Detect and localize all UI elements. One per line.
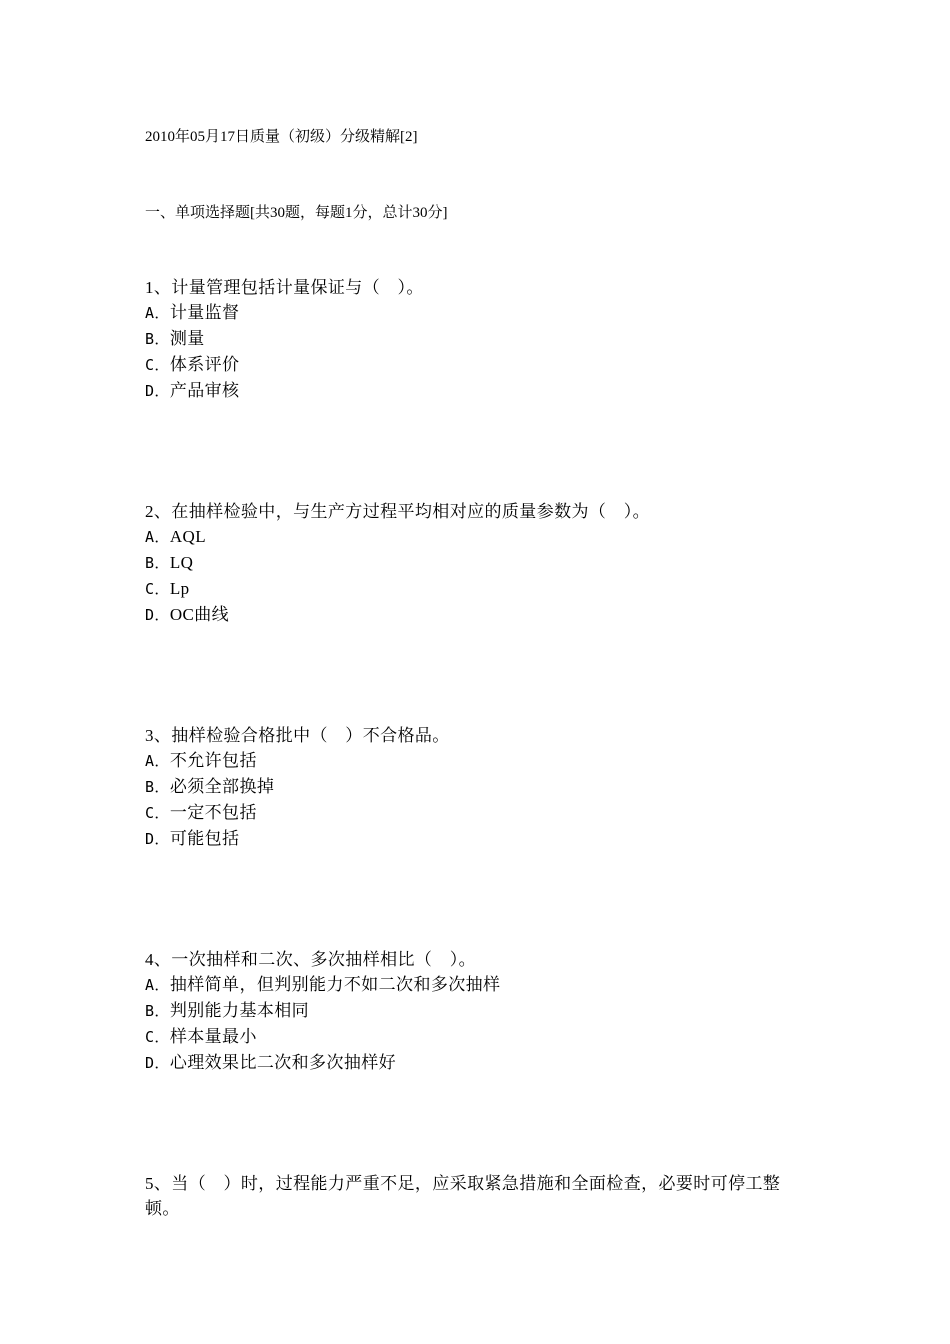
option-c [145,1024,815,1050]
option-text: 一定不包括 [169,803,257,822]
option-letter: C． [145,580,170,598]
option-text: 测量 [169,329,205,348]
option-letter: C． [145,804,170,822]
option-letter: B． [145,1002,170,1020]
option-text: 体系评价 [169,355,240,374]
option-d [145,826,815,852]
option-a [145,972,815,998]
option-text: 样本量最小 [169,1027,257,1046]
option-letter: A． [145,528,170,546]
option-d [145,602,815,628]
option-text: LQ [169,553,194,572]
question-1 [145,275,815,404]
option-letter: B． [145,330,170,348]
document-title: 2010年05月17日质量（初级）分级精解[2] [145,129,418,145]
option-letter: D． [145,830,170,848]
option-letter: A． [145,976,170,994]
option-letter: A． [145,752,170,770]
question-3 [145,723,815,852]
option-b [145,550,815,576]
question-4 [145,947,815,1076]
option-text: OC曲线 [169,605,230,624]
option-text: 不允许包括 [169,751,257,770]
option-text: 必须全部换掉 [169,777,275,796]
option-letter: B． [145,554,170,572]
option-letter: D． [145,1054,170,1072]
option-c [145,576,815,602]
option-text: 产品审核 [169,381,240,400]
option-letter: A． [145,304,170,322]
option-text: AQL [169,527,206,546]
question-stem: 3、抽样检验合格批中（ ）不合格品。 [145,726,450,745]
option-b [145,326,815,352]
option-text: Lp [169,579,190,598]
option-text: 心理效果比二次和多次抽样好 [169,1053,397,1072]
option-d [145,1050,815,1076]
option-text: 判别能力基本相同 [169,1001,310,1020]
option-a [145,524,815,550]
question-stem: 1、计量管理包括计量保证与（ ）。 [145,278,424,297]
option-a [145,300,815,326]
question-2 [145,499,815,628]
option-list [145,748,815,852]
option-b [145,998,815,1024]
question-stem: 2、在抽样检验中，与生产方过程平均相对应的质量参数为（ ）。 [145,502,650,521]
section-heading: 一、单项选择题[共30题，每题1分，总计30分] [145,205,448,221]
option-letter: D． [145,382,170,400]
option-list [145,300,815,404]
option-c [145,800,815,826]
option-letter: C． [145,356,170,374]
option-c [145,352,815,378]
question-stem: 4、一次抽样和二次、多次抽样相比（ ）。 [145,950,476,969]
option-text: 可能包括 [169,829,240,848]
question-stem: 5、当（ ）时，过程能力严重不足，应采取紧急措施和全面检查，必要时可停工整顿。 [145,1174,781,1218]
option-d [145,378,815,404]
option-letter: B． [145,778,170,796]
option-letter: D． [145,606,170,624]
option-a [145,748,815,774]
option-list [145,972,815,1076]
question-5 [145,1171,810,1221]
option-text: 抽样简单，但判别能力不如二次和多次抽样 [169,975,501,994]
option-list [145,524,815,628]
option-letter: C． [145,1028,170,1046]
option-text: 计量监督 [169,303,240,322]
option-b [145,774,815,800]
